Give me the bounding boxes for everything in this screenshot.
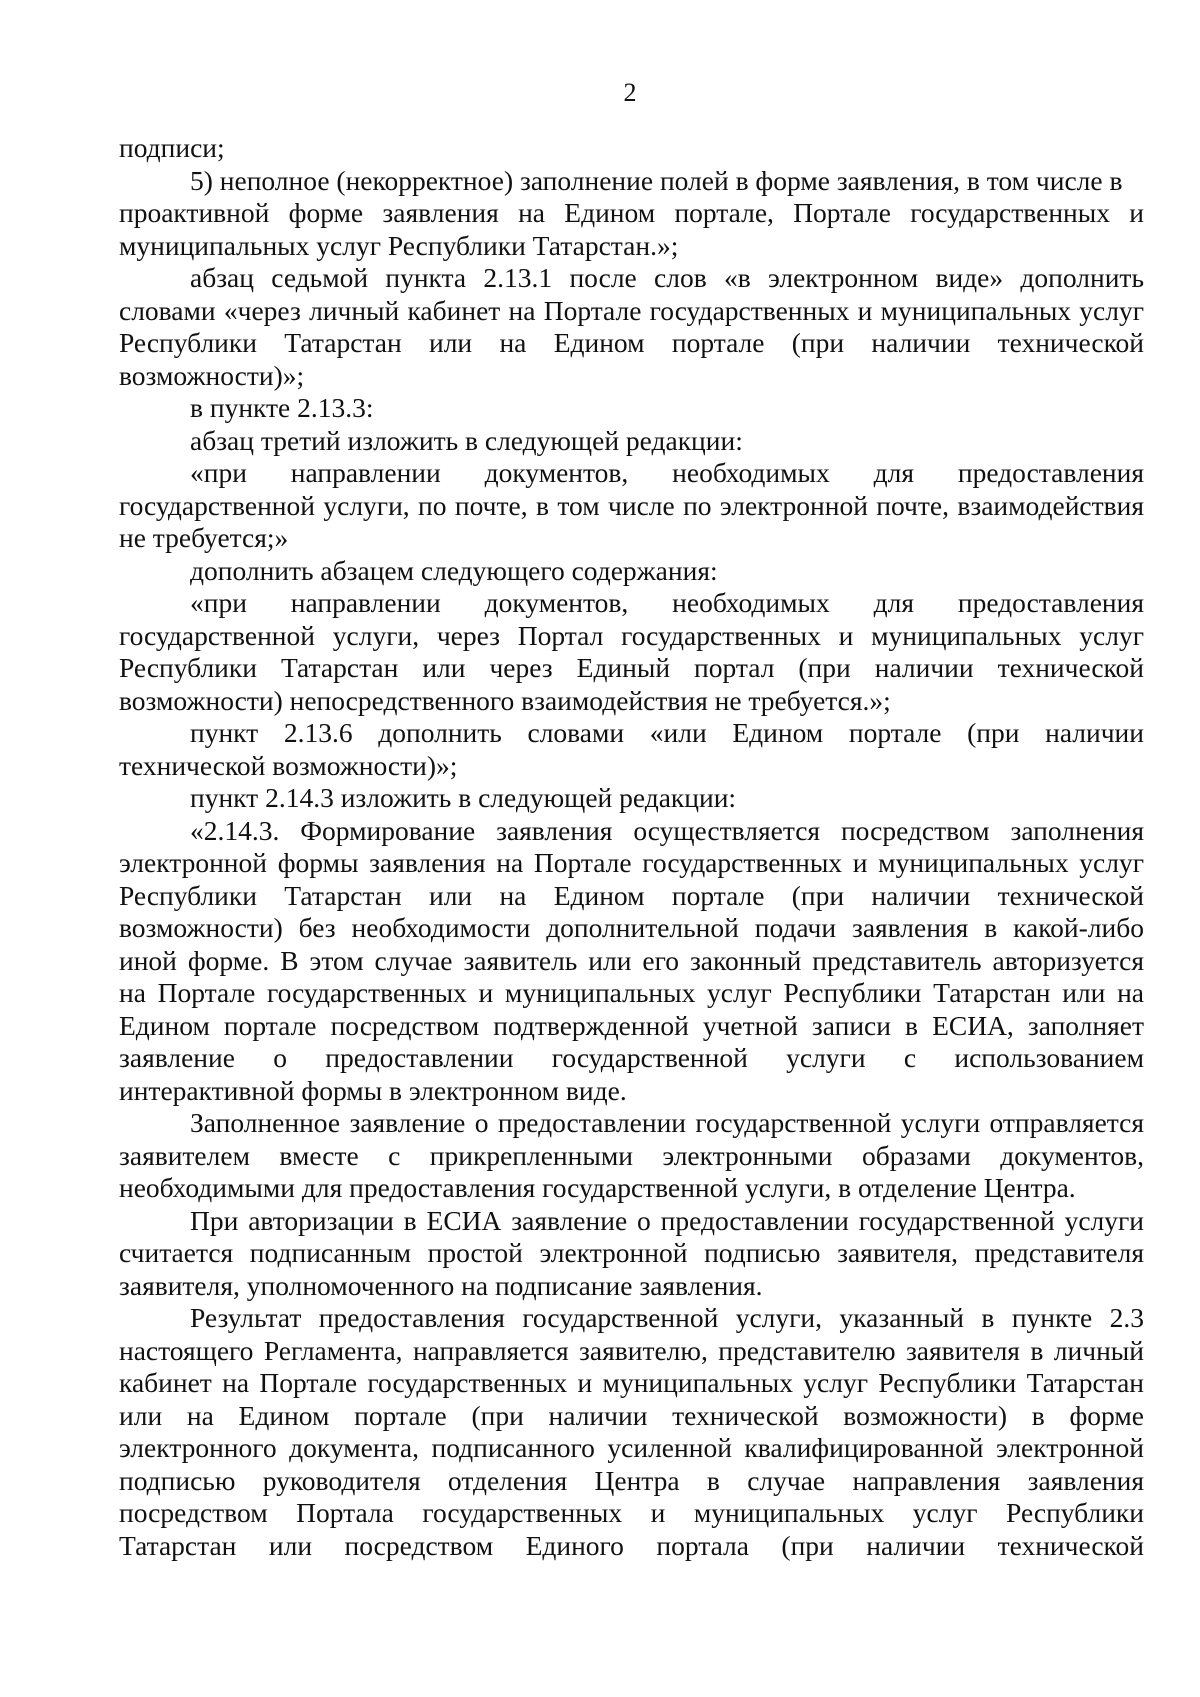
text-line: пункт 2.14.3 изложить в следующей редакции: xyxy=(190,782,737,813)
text-line: на Портале государственных и муниципальных услуг Республики Татарстан или на xyxy=(119,977,1144,1008)
text-line: электронной формы заявления на Портале государственных и муниципальных услуг xyxy=(119,847,1144,878)
text-line: считается подписанным простой электронной подписью заявителя, представителя xyxy=(119,1237,1144,1268)
text-line: подписью руководителя отделения Центра в случае направления заявления xyxy=(119,1464,1144,1496)
text-line: Татарстан или посредством Единого портала (при наличии технической xyxy=(119,1529,1144,1561)
text-line: возможности) непосредственного взаимодействия не требуется.»; xyxy=(119,684,891,716)
text-line: Заполненное заявление о предоставлении государственной услуги отправляется xyxy=(190,1107,1144,1138)
text-line: «при направлении документов, необходимых для предоставления xyxy=(190,457,1144,488)
text-line: «2.14.3. Формирование заявления осуществляется посредством заполнения xyxy=(190,814,1144,846)
text-line: возможности)»; xyxy=(119,359,305,391)
text-line: проактивной форме заявления на Едином портале, Портале государственных и xyxy=(119,197,1144,228)
text-line: заявление о предоставлении государственной услуги с использованием xyxy=(119,1042,1144,1073)
text-line: кабинет на Портале государственных и муниципальных услуг Республики Татарстан xyxy=(119,1367,1144,1398)
text-line: заявителя, уполномоченного на подписание заявления. xyxy=(119,1269,763,1301)
text-line: иной форме. В этом случае заявитель или его законный представитель авторизуется xyxy=(119,944,1144,976)
text-line: настоящего Регламента, направляется заявителю, представителю заявителя в личный xyxy=(119,1334,1144,1366)
text-line: Результат предоставления государственной услуги, указанный в пункте 2.3 xyxy=(190,1302,1144,1333)
text-line: абзац седьмой пункта 2.13.1 после слов «в электронном виде» дополнить xyxy=(190,262,1144,293)
text-line: Республики Татарстан или через Единый портал (при наличии технической xyxy=(119,652,1144,683)
text-line: в пункте 2.13.3: xyxy=(190,392,374,423)
text-line: заявителем вместе с прикрепленными электронными образами документов, xyxy=(119,1139,1144,1171)
text-line: государственной услуги, по почте, в том числе по электронной почте, взаимодействия xyxy=(119,489,1144,521)
text-line: абзац третий изложить в следующей редакции: xyxy=(190,424,743,456)
text-line: необходимыми для предоставления государственной услуги, в отделение Центра. xyxy=(119,1172,1076,1203)
text-line: муниципальных услуг Республики Татарстан.»; xyxy=(119,229,679,261)
text-line: дополнить абзацем следующего содержания: xyxy=(190,554,718,586)
text-line: возможности) без необходимости дополнительной подачи заявления в какой-либо xyxy=(119,912,1144,943)
text-line: При авторизации в ЕСИА заявление о предоставлении государственной услуги xyxy=(190,1204,1144,1236)
text-line: 5) неполное (некорректное) заполнение полей в форме заявления, в том числе в xyxy=(190,164,1123,196)
text-line: посредством Портала государственных и муниципальных услуг Республики xyxy=(119,1497,1144,1528)
text-line: не требуется;» xyxy=(119,522,289,553)
text-line: интерактивной формы в электронном виде. xyxy=(119,1074,627,1106)
text-line: «при направлении документов, необходимых для предоставления xyxy=(190,587,1144,618)
text-line: или на Едином портале (при наличии технической возможности) в форме xyxy=(119,1399,1144,1431)
text-line: Республики Татарстан или на Едином портале (при наличии технической xyxy=(119,879,1144,911)
text-line: подписи; xyxy=(119,132,225,163)
text-line: пункт 2.13.6 дополнить словами «или Едином портале (при наличии xyxy=(190,717,1144,748)
text-line: Едином портале посредством подтвержденной учетной записи в ЕСИА, заполняет xyxy=(119,1009,1144,1041)
text-line: электронного документа, подписанного усиленной квалифицированной электронной xyxy=(119,1432,1144,1463)
text-line: Республики Татарстан или на Едином портале (при наличии технической xyxy=(119,327,1144,358)
document-body xyxy=(119,132,1144,1562)
page-number: 2 xyxy=(623,78,637,107)
text-line: государственной услуги, через Портал государственных и муниципальных услуг xyxy=(119,619,1144,651)
text-line: технической возможности)»; xyxy=(119,749,458,781)
text-line: словами «через личный кабинет на Портале государственных и муниципальных услуг xyxy=(119,294,1144,326)
